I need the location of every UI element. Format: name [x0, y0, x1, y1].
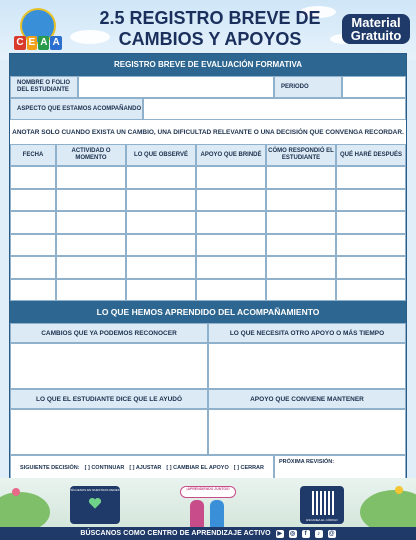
flower-illustration — [395, 486, 403, 494]
table-cell[interactable] — [196, 234, 266, 257]
table-cell[interactable] — [336, 234, 406, 257]
table-cell[interactable] — [126, 279, 196, 302]
section-header-keep-support: APOYO QUE CONVIENE MANTENER — [208, 389, 406, 409]
column-header: LO QUE OBSERVÉ — [126, 144, 196, 166]
table-cell[interactable] — [126, 189, 196, 212]
left-qr-card[interactable] — [70, 486, 120, 524]
table-cell[interactable] — [56, 211, 126, 234]
table-cell[interactable] — [10, 211, 56, 234]
facebook-icon[interactable]: f — [302, 530, 310, 538]
table-cell[interactable] — [266, 166, 336, 189]
right-qr-card[interactable] — [300, 486, 344, 524]
table-cell[interactable] — [336, 279, 406, 302]
left-qr-caption: SÍGUENOS EN NUESTRAS REDES — [70, 488, 120, 492]
table-cell[interactable] — [56, 234, 126, 257]
section-field-student-says[interactable] — [10, 409, 208, 455]
footer-slogan: BÚSCANOS COMO CENTRO DE APRENDIZAJE ACTIVO — [80, 530, 271, 537]
youtube-icon[interactable]: ▶ — [277, 530, 282, 537]
child-figure — [210, 500, 224, 528]
instruction-note: ANOTAR SOLO CUANDO EXISTA UN CAMBIO, UNA DIFICULTAD RELEVANTE O UNA DECISIÓN QUE CONVENGA RECORDAR. — [12, 129, 404, 136]
next-decision-label: SIGUIENTE DECISIÓN: — [20, 464, 80, 471]
title-line-2: CAMBIOS Y APOYOS — [118, 29, 302, 49]
option-close[interactable]: [ ] CERRAR — [233, 464, 264, 471]
table-cell[interactable] — [266, 189, 336, 212]
student-label: NOMBRE O FOLIO DEL ESTUDIANTE — [10, 76, 78, 98]
logo-letter: A — [52, 37, 60, 48]
instagram-icon[interactable]: ◎ — [290, 530, 296, 537]
table-cell[interactable] — [126, 211, 196, 234]
flower-illustration — [12, 488, 20, 496]
child-figure — [190, 500, 204, 528]
table-cell[interactable] — [196, 166, 266, 189]
table-cell[interactable] — [126, 256, 196, 279]
table-cell[interactable] — [266, 256, 336, 279]
table-cell[interactable] — [336, 211, 406, 234]
tiktok-icon[interactable]: ♪ — [315, 530, 323, 538]
ceaa-logo — [14, 8, 62, 50]
section-field-changes[interactable] — [10, 343, 208, 389]
logo-letter: C — [16, 37, 24, 48]
table-cell[interactable] — [336, 166, 406, 189]
title-line-1: 2.5 REGISTRO BREVE DE — [99, 8, 321, 28]
column-header: APOYO QUE BRINDÉ — [196, 144, 266, 166]
table-cell[interactable] — [196, 211, 266, 234]
next-review-label: PRÓXIMA REVISIÓN: — [279, 459, 335, 465]
aspect-label: ASPECTO QUE ESTAMOS ACOMPAÑANDO — [10, 98, 143, 120]
column-header: CÓMO RESPONDIÓ EL ESTUDIANTE — [266, 144, 336, 166]
evaluation-form — [9, 53, 407, 481]
section-field-keep-support[interactable] — [208, 409, 406, 455]
kids-illustration — [180, 486, 236, 528]
form-heading: REGISTRO BREVE DE EVALUACIÓN FORMATIVA — [10, 54, 406, 76]
table-cell[interactable] — [10, 256, 56, 279]
table-cell[interactable] — [196, 256, 266, 279]
qr-code-icon — [310, 491, 334, 515]
table-cell[interactable] — [56, 279, 126, 302]
aspect-field[interactable] — [143, 98, 406, 120]
period-label: PERIODO — [274, 76, 342, 98]
column-header: ACTIVIDAD O MOMENTO — [56, 144, 126, 166]
table-cell[interactable] — [126, 166, 196, 189]
table-cell[interactable] — [196, 189, 266, 212]
table-cell[interactable] — [10, 279, 56, 302]
table-cell[interactable] — [336, 256, 406, 279]
heart-icon — [88, 496, 102, 510]
section-header-needs-support: LO QUE NECESITA OTRO APOYO O MÁS TIEMPO — [208, 323, 406, 343]
badge-line-1: Material — [351, 15, 401, 30]
table-cell[interactable] — [126, 234, 196, 257]
bush-illustration — [0, 492, 50, 532]
table-cell[interactable] — [56, 256, 126, 279]
section-header-changes: CAMBIOS QUE YA PODEMOS RECONOCER — [10, 323, 208, 343]
next-decision-row — [10, 455, 274, 480]
table-cell[interactable] — [56, 166, 126, 189]
next-review-field[interactable] — [274, 455, 406, 480]
section-header-student-says: LO QUE EL ESTUDIANTE DICE QUE LE AYUDÓ — [10, 389, 208, 409]
logo-letters — [14, 36, 62, 50]
table-cell[interactable] — [10, 234, 56, 257]
logo-letter: A — [40, 37, 48, 48]
speech-bubble: ¡APRENDIENDO JUNTOS! — [180, 486, 236, 498]
threads-icon[interactable]: @ — [328, 530, 335, 537]
column-header: QUÉ HARÉ DESPUÉS — [336, 144, 406, 166]
table-cell[interactable] — [56, 189, 126, 212]
table-cell[interactable] — [266, 211, 336, 234]
table-cell[interactable] — [266, 279, 336, 302]
period-field[interactable] — [342, 76, 406, 98]
column-header: FECHA — [10, 144, 56, 166]
student-field[interactable] — [78, 76, 274, 98]
right-qr-caption: ESCANEA EL CÓDIGO — [306, 518, 338, 522]
page-title — [90, 8, 330, 50]
table-cell[interactable] — [10, 166, 56, 189]
badge-line-2: Gratuito — [350, 28, 402, 43]
footer-bar — [0, 527, 416, 540]
learned-heading: LO QUE HEMOS APRENDIDO DEL ACOMPAÑAMIENTO — [10, 301, 406, 323]
logo-letter: E — [28, 37, 36, 48]
table-cell[interactable] — [336, 189, 406, 212]
option-adjust[interactable]: [ ] AJUSTAR — [129, 464, 162, 471]
table-cell[interactable] — [10, 189, 56, 212]
table-cell[interactable] — [266, 234, 336, 257]
free-material-badge — [342, 14, 410, 44]
section-field-needs-support[interactable] — [208, 343, 406, 389]
option-continue[interactable]: [ ] CONTINUAR — [84, 464, 125, 471]
option-change-support[interactable]: [ ] CAMBIAR EL APOYO — [166, 464, 229, 471]
table-cell[interactable] — [196, 279, 266, 302]
